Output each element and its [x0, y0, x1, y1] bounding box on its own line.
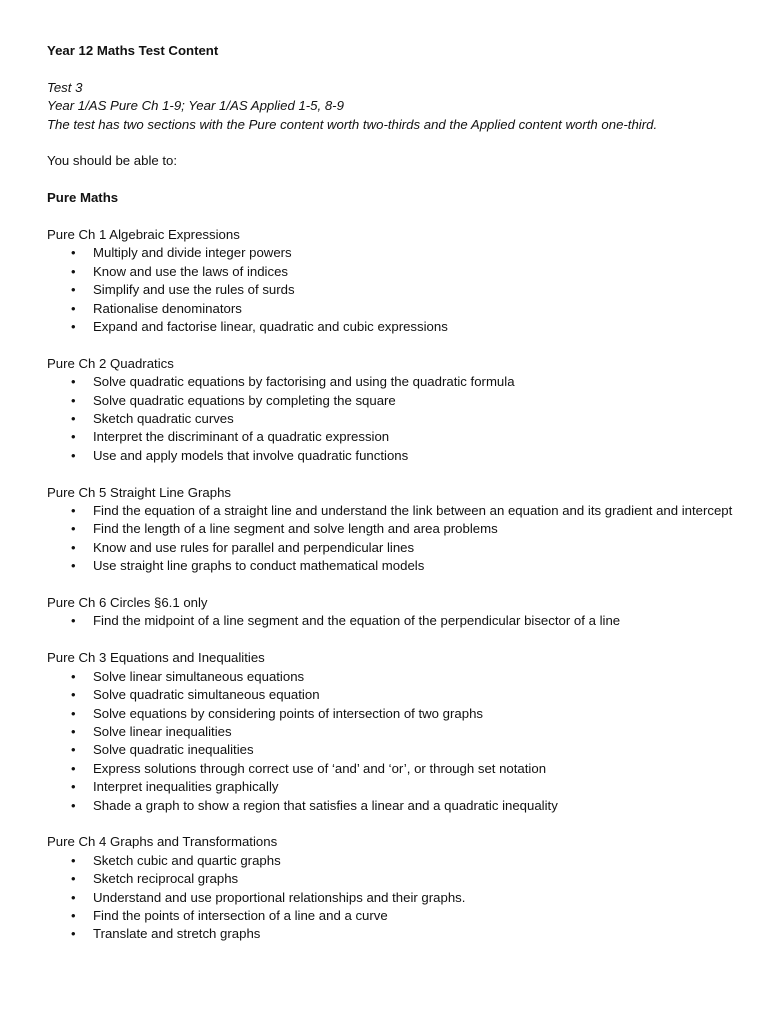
bullet-icon: • — [71, 926, 76, 942]
chapter-heading: Pure Ch 4 Graphs and Transformations — [47, 834, 278, 850]
list-item — [47, 723, 737, 741]
list-item-text: Interpret the discriminant of a quadratic expression — [93, 429, 390, 445]
list-item-text: Know and use the laws of indices — [93, 263, 288, 279]
chapter-section — [47, 594, 737, 649]
chapter-section — [47, 226, 737, 355]
list-item-text: Find the length of a line segment and solve length and area problems — [93, 521, 498, 537]
test-description: The test has two sections with the Pure content worth two-thirds and the Applied content worth one-third. — [47, 116, 658, 132]
list-item — [47, 392, 737, 410]
list-item-text: Know and use rules for parallel and perpendicular lines — [93, 539, 415, 555]
bullet-icon: • — [71, 687, 76, 703]
chapter-section — [47, 484, 737, 594]
bullet-list — [47, 668, 737, 815]
spacer — [47, 336, 737, 354]
bullet-icon: • — [71, 779, 76, 795]
list-item — [47, 373, 737, 391]
bullet-icon: • — [71, 503, 76, 519]
chapter-list — [47, 226, 737, 944]
spacer — [47, 208, 737, 226]
list-item-text: Understand and use proportional relationships and their graphs. — [93, 889, 466, 905]
bullet-icon: • — [71, 889, 76, 905]
chapter-section — [47, 833, 737, 943]
chapter-section — [47, 649, 737, 833]
list-item-text: Find the equation of a straight line and understand the link between an equation and its gradient and intercept — [93, 503, 733, 519]
spacer — [47, 815, 737, 833]
chapter-heading: Pure Ch 5 Straight Line Graphs — [47, 484, 231, 500]
list-item-text: Solve quadratic equations by factorising and using the quadratic formula — [93, 374, 515, 390]
list-item-text: Shade a graph to show a region that satisfies a linear and a quadratic inequality — [93, 797, 558, 813]
list-item — [47, 889, 737, 907]
bullet-icon: • — [71, 263, 76, 279]
list-item — [47, 520, 737, 538]
list-item — [47, 410, 737, 428]
spacer — [47, 465, 737, 483]
list-item — [47, 318, 737, 336]
list-item — [47, 612, 737, 630]
list-item — [47, 705, 737, 723]
list-item — [47, 797, 737, 815]
list-item — [47, 300, 737, 318]
bullet-icon: • — [71, 319, 76, 335]
bullet-icon: • — [71, 742, 76, 758]
bullet-list — [47, 502, 737, 576]
list-item — [47, 852, 737, 870]
chapter-heading: Pure Ch 2 Quadratics — [47, 355, 174, 371]
test-scope: Year 1/AS Pure Ch 1-9; Year 1/AS Applied 1-5, 8-9 — [47, 98, 344, 114]
chapter-section — [47, 355, 737, 484]
bullet-icon: • — [71, 447, 76, 463]
list-item — [47, 686, 737, 704]
bullet-icon: • — [71, 668, 76, 684]
list-item — [47, 281, 737, 299]
list-item-text: Interpret inequalities graphically — [93, 779, 279, 795]
intro-text: You should be able to: — [47, 153, 178, 169]
chapter-heading: Pure Ch 6 Circles §6.1 only — [47, 595, 208, 611]
list-item-text: Sketch reciprocal graphs — [93, 871, 239, 887]
list-item — [47, 557, 737, 575]
list-item-text: Solve linear simultaneous equations — [93, 668, 305, 684]
test-name: Test 3 — [47, 79, 83, 95]
bullet-icon: • — [71, 411, 76, 427]
list-item-text: Use and apply models that involve quadratic functions — [93, 447, 409, 463]
list-item-text: Rationalise denominators — [93, 300, 242, 316]
bullet-icon: • — [71, 797, 76, 813]
bullet-icon: • — [71, 539, 76, 555]
list-item-text: Solve quadratic simultaneous equation — [93, 687, 320, 703]
document-title: Year 12 Maths Test Content — [47, 43, 219, 58]
bullet-icon: • — [71, 282, 76, 298]
bullet-icon: • — [71, 558, 76, 574]
list-item — [47, 539, 737, 557]
list-item-text: Multiply and divide integer powers — [93, 245, 292, 261]
bullet-icon: • — [71, 521, 76, 537]
bullet-icon: • — [71, 705, 76, 721]
bullet-icon: • — [71, 871, 76, 887]
bullet-icon: • — [71, 392, 76, 408]
list-item-text: Solve linear inequalities — [93, 723, 232, 739]
list-item — [47, 502, 737, 520]
document-page — [47, 42, 737, 944]
spacer — [47, 134, 737, 152]
chapter-heading: Pure Ch 1 Algebraic Expressions — [47, 227, 240, 242]
list-item — [47, 760, 737, 778]
spacer — [47, 631, 737, 649]
list-item-text: Use straight line graphs to conduct mathematical models — [93, 558, 425, 574]
list-item-text: Expand and factorise linear, quadratic and cubic expressions — [93, 319, 448, 335]
list-item — [47, 428, 737, 446]
bullet-icon: • — [71, 245, 76, 261]
bullet-list — [47, 612, 737, 630]
list-item — [47, 244, 737, 262]
spacer — [47, 576, 737, 594]
list-item-text: Solve equations by considering points of intersection of two graphs — [93, 705, 483, 721]
list-item — [47, 447, 737, 465]
bullet-icon: • — [71, 760, 76, 776]
list-item-text: Simplify and use the rules of surds — [93, 282, 295, 298]
list-item-text: Express solutions through correct use of ‘and’ and ‘or’, or through set notation — [93, 760, 547, 776]
bullet-list — [47, 373, 737, 465]
list-item-text: Translate and stretch graphs — [93, 926, 261, 942]
list-item — [47, 907, 737, 925]
spacer — [47, 171, 737, 189]
list-item — [47, 925, 737, 943]
section-title: Pure Maths — [47, 190, 119, 206]
bullet-list — [47, 244, 737, 336]
list-item — [47, 741, 737, 759]
list-item-text: Solve quadratic equations by completing the square — [93, 392, 396, 408]
chapter-heading: Pure Ch 3 Equations and Inequalities — [47, 650, 265, 666]
bullet-icon: • — [71, 374, 76, 390]
bullet-icon: • — [71, 429, 76, 445]
bullet-icon: • — [71, 907, 76, 923]
list-item-text: Find the points of intersection of a line and a curve — [93, 907, 388, 923]
spacer — [47, 60, 737, 78]
bullet-icon: • — [71, 723, 76, 739]
list-item — [47, 870, 737, 888]
bullet-icon: • — [71, 852, 76, 868]
list-item — [47, 668, 737, 686]
list-item-text: Find the midpoint of a line segment and the equation of the perpendicular bisector of a line — [93, 613, 621, 629]
bullet-icon: • — [71, 613, 76, 629]
list-item — [47, 778, 737, 796]
list-item-text: Solve quadratic inequalities — [93, 742, 254, 758]
bullet-icon: • — [71, 300, 76, 316]
list-item — [47, 263, 737, 281]
bullet-list — [47, 852, 737, 944]
list-item-text: Sketch cubic and quartic graphs — [93, 852, 281, 868]
list-item-text: Sketch quadratic curves — [93, 411, 234, 427]
